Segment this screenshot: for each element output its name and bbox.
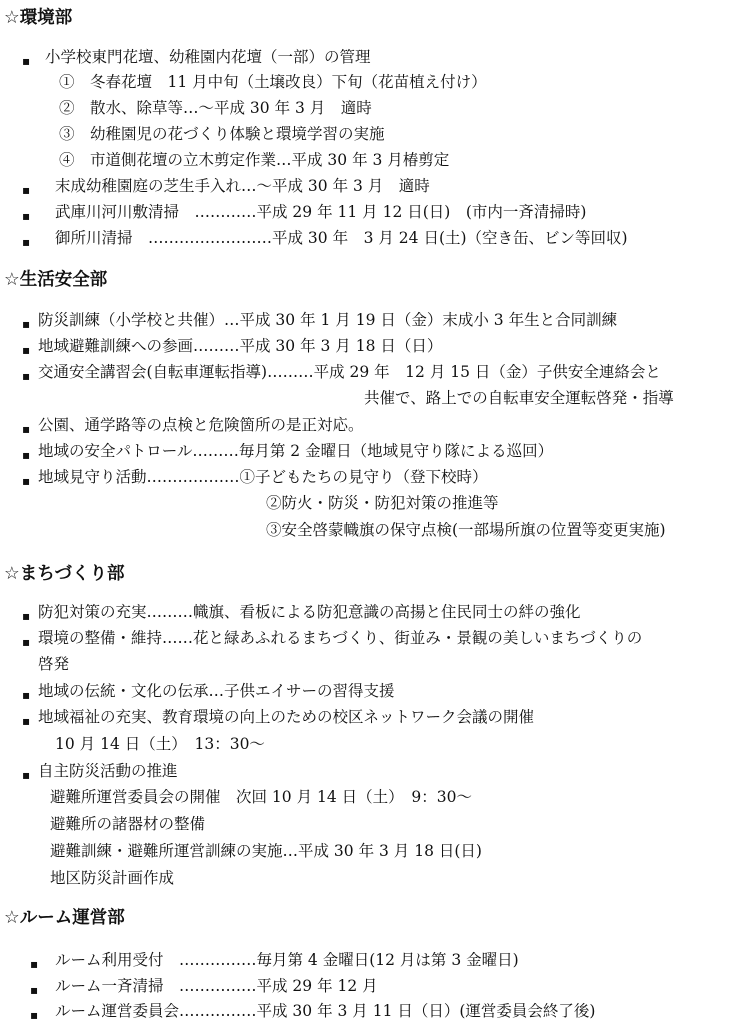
list-item-continuation: 啓発 <box>38 655 70 673</box>
list-item-sub: 地区防災計画作成 <box>50 869 175 887</box>
list-item: 地域の伝統・文化の伝承…子供エイサーの習得支援 <box>38 682 395 700</box>
bullet-marker: ▪ <box>30 1008 39 1022</box>
bullet-marker: ▪ <box>22 183 31 197</box>
list-item: 自主防災活動の推進 <box>38 762 178 780</box>
section-heading-town-planning: ☆まちづくり部 <box>4 564 125 584</box>
list-item: 地域の安全パトロール………毎月第 2 金曜日（地域見守り隊による巡回） <box>38 442 554 460</box>
list-item: 防犯対策の充実………幟旗、看板による防犯意識の高揚と住民同士の絆の強化 <box>38 603 581 621</box>
bullet-marker: ▪ <box>22 768 31 782</box>
list-item: 交通安全講習会(自転車運転指導)………平成 29 年 12 月 15 日（金）子供安全連絡会と <box>38 363 661 381</box>
list-item: 末成幼稚園庭の芝生手入れ…～平成 30 年 3 月 適時 <box>55 177 430 195</box>
list-item: 地域避難訓練への参画………平成 30 年 3 月 18 日（日） <box>38 337 443 355</box>
list-item-continuation: 共催で、路上での自転車安全運転啓発・指導 <box>364 389 674 407</box>
bullet-marker: ▪ <box>22 474 31 488</box>
list-item: 小学校東門花壇、幼稚園内花壇（一部）の管理 <box>45 48 371 66</box>
list-item: ルーム一斉清掃 ……………平成 29 年 12 月 <box>55 977 378 995</box>
list-item: ルーム運営委員会……………平成 30 年 3 月 11 日（日）(運営委員会終了後) <box>55 1002 596 1020</box>
list-item: ② 散水、除草等…～平成 30 年 3 月 適時 <box>59 99 372 117</box>
list-item-sub: 避難所運営委員会の開催 次回 10 月 14 日（土） 9：30～ <box>50 788 472 806</box>
list-item: 地域見守り活動………………①子どもたちの見守り（登下校時） <box>38 468 488 486</box>
bullet-marker: ▪ <box>22 317 31 331</box>
list-item: 公園、通学路等の点検と危険箇所の是正対応。 <box>38 416 364 434</box>
bullet-marker: ▪ <box>22 54 31 68</box>
list-item: 防災訓練（小学校と共催）…平成 30 年 1 月 19 日（金）末成小 3 年生と合同訓練 <box>38 311 618 329</box>
bullet-marker: ▪ <box>22 235 31 249</box>
list-item: ③ 幼稚園児の花づくり体験と環境学習の実施 <box>59 125 385 143</box>
list-item: 御所川清掃 ……………………平成 30 年 3 月 24 日(土)（空き缶、ビン等回収) <box>55 229 628 247</box>
bullet-marker: ▪ <box>22 369 31 383</box>
section-heading-room-management: ☆ルーム運営部 <box>4 908 125 928</box>
section-heading-environment: ☆環境部 <box>4 8 73 28</box>
bullet-marker: ▪ <box>22 209 31 223</box>
bullet-marker: ▪ <box>22 688 31 702</box>
bullet-marker: ▪ <box>22 714 31 728</box>
list-item-continuation: 10 月 14 日（土） 13：30～ <box>55 735 265 753</box>
bullet-marker: ▪ <box>22 343 31 357</box>
list-item: 地域福祉の充実、教育環境の向上のための校区ネットワーク会議の開催 <box>38 708 535 726</box>
bullet-marker: ▪ <box>22 635 31 649</box>
list-item-continuation: ③安全啓蒙幟旗の保守点検(一部場所旗の位置等変更実施) <box>266 521 666 539</box>
list-item-sub: 避難訓練・避難所運営訓練の実施…平成 30 年 3 月 18 日(日) <box>50 842 482 860</box>
list-item: 武庫川河川敷清掃 …………平成 29 年 11 月 12 日(日) (市内一斉清掃時) <box>55 203 587 221</box>
list-item: ④ 市道側花壇の立木剪定作業…平成 30 年 3 月椿剪定 <box>59 151 450 169</box>
bullet-marker: ▪ <box>30 983 39 997</box>
list-item: ① 冬春花壇 11 月中旬（土壌改良）下旬（花苗植え付け） <box>59 73 487 91</box>
bullet-marker: ▪ <box>30 957 39 971</box>
bullet-marker: ▪ <box>22 422 31 436</box>
section-heading-safety: ☆生活安全部 <box>4 270 108 290</box>
list-item-continuation: ②防火・防災・防犯対策の推進等 <box>266 494 499 512</box>
list-item-sub: 避難所の諸器材の整備 <box>50 815 206 833</box>
bullet-marker: ▪ <box>22 448 31 462</box>
list-item: ルーム利用受付 ……………毎月第 4 金曜日(12 月は第 3 金曜日) <box>55 951 519 969</box>
list-item: 環境の整備・維持……花と緑あふれるまちづくり、街並み・景観の美しいまちづくりの <box>38 629 643 647</box>
bullet-marker: ▪ <box>22 609 31 623</box>
